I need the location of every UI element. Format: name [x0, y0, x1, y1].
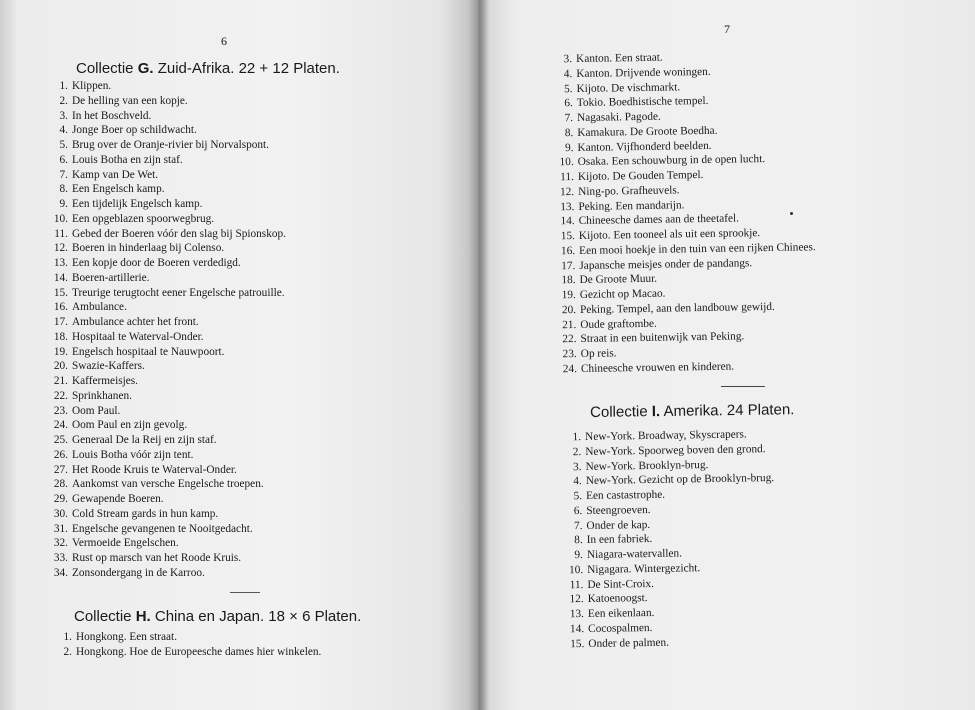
item-number: 22. — [562, 333, 577, 346]
item-title: Engelsch hospitaal te Nauwpoort. — [72, 345, 225, 358]
list-item — [53, 536, 286, 551]
item-number: 4. — [59, 124, 68, 137]
collectie-g-list — [53, 79, 286, 581]
item-number: 28. — [53, 478, 68, 491]
item-number: 23. — [562, 348, 577, 361]
list-item — [59, 138, 286, 153]
collectie-h-heading — [74, 608, 361, 625]
item-title: Swazie-Kaffers. — [72, 360, 145, 373]
item-number: 18. — [561, 274, 576, 287]
item-title: Ambulance. — [72, 301, 127, 314]
item-number: 8. — [59, 183, 68, 196]
item-title: New-York. Broadway, Skyscrapers. — [585, 428, 747, 443]
list-item — [53, 389, 286, 404]
item-title: Een eikenlaan. — [587, 606, 655, 620]
item-number: 11. — [54, 227, 68, 240]
page-number-right: 7 — [724, 22, 730, 36]
item-number: 15. — [570, 637, 585, 650]
item-title: Een opgeblazen spoorwegbrug. — [72, 212, 215, 225]
item-title: Brug over de Oranje-rivier bij Norvalspont. — [72, 139, 270, 151]
collectie-h-letter: H. — [135, 608, 151, 625]
item-number: 15. — [560, 230, 575, 243]
list-item — [59, 197, 286, 212]
item-title: Cold Stream gards in hun kamp. — [72, 507, 219, 520]
collectie-g-heading — [76, 60, 340, 77]
item-number: 1. — [63, 631, 72, 643]
item-number: 12. — [53, 242, 68, 255]
list-item — [53, 286, 286, 301]
list-item — [53, 477, 286, 492]
item-title: In een fabriek. — [586, 533, 653, 547]
collectie-h-label: Collectie — [74, 608, 132, 625]
list-item — [53, 271, 286, 286]
item-title: Klippen. — [72, 80, 112, 92]
item-title: Kijoto. De Gouden Tempel. — [577, 169, 704, 183]
item-number: 5. — [573, 490, 583, 503]
list-item — [59, 123, 286, 138]
collectie-h-list-continued — [559, 48, 818, 376]
item-number: 13. — [560, 200, 575, 213]
item-number: 32. — [53, 537, 68, 550]
item-title: Onder de palmen. — [588, 636, 670, 650]
item-title: Japansche meisjes onder de pandangs. — [579, 256, 753, 272]
list-item — [53, 433, 286, 448]
item-number: 20. — [53, 360, 68, 373]
list-item — [53, 448, 286, 463]
item-number: 6. — [564, 97, 573, 110]
item-number: 24. — [562, 362, 578, 375]
section-divider — [230, 592, 260, 593]
item-number: 6. — [59, 153, 68, 166]
item-number: 24. — [53, 419, 68, 432]
item-title: Oom Paul. — [72, 404, 121, 417]
item-title: De Sint-Croix. — [587, 577, 655, 591]
item-number: 4. — [573, 475, 582, 488]
item-number: 1. — [572, 431, 582, 444]
item-title: Kanton. Drijvende woningen. — [576, 65, 711, 80]
item-title: Oude graftombe. — [580, 317, 657, 331]
item-number: 27. — [53, 463, 68, 476]
item-number: 3. — [572, 460, 582, 473]
list-item — [53, 463, 286, 478]
item-number: 22. — [53, 389, 68, 402]
item-title: Kamp van De Wet. — [72, 168, 159, 181]
item-title: New-York. Brooklyn-brug. — [585, 458, 709, 473]
item-title: Onder de kap. — [586, 518, 651, 532]
item-title: Gezicht op Macao. — [579, 287, 666, 301]
item-number: 19. — [53, 345, 68, 358]
item-number: 4. — [563, 67, 573, 80]
item-number: 20. — [561, 303, 577, 317]
item-title: Een kopje door de Boeren verdedigd. — [72, 257, 241, 269]
item-number: 8. — [574, 534, 583, 547]
item-title: Vermoeide Engelschen. — [72, 537, 179, 550]
collectie-g-label: Collectie — [76, 60, 134, 77]
list-item — [53, 241, 286, 256]
list-item — [562, 358, 818, 376]
item-number: 17. — [561, 259, 576, 272]
item-title: New-York. Spoorweg boven den grond. — [585, 442, 766, 458]
item-title: Hospitaal te Waterval-Onder. — [72, 330, 204, 343]
list-item — [53, 345, 286, 360]
item-number: 14. — [53, 271, 68, 284]
list-item — [53, 418, 286, 433]
collectie-i-title: Amerika. 24 Platen. — [663, 401, 795, 420]
item-number: 2. — [59, 94, 68, 107]
list-item — [63, 630, 321, 645]
item-title: Kanton. Een straat. — [576, 51, 663, 65]
item-number: 12. — [559, 185, 575, 199]
item-number: 26. — [53, 448, 68, 461]
item-number: 15. — [53, 286, 68, 299]
item-title: Chineesche dames aan de theetafel. — [578, 212, 740, 228]
list-item — [570, 634, 777, 652]
item-title: Sprinkhanen. — [72, 389, 132, 402]
item-number: 3. — [563, 53, 573, 66]
list-item — [59, 79, 286, 94]
item-title: De helling van een kopje. — [72, 94, 188, 107]
item-title: Gewapende Boeren. — [72, 493, 164, 505]
item-number: 3. — [59, 109, 68, 122]
item-number: 6. — [573, 504, 583, 517]
list-item — [53, 522, 286, 537]
item-number: 7. — [573, 519, 583, 532]
item-number: 5. — [563, 82, 573, 95]
item-title: Kamakura. De Groote Boedha. — [577, 124, 718, 139]
item-title: In het Boschveld. — [72, 109, 152, 122]
list-item — [54, 227, 286, 242]
item-number: 18. — [53, 330, 68, 343]
item-title: Een tijdelijk Engelsch kamp. — [72, 198, 203, 210]
collectie-h-title: China en Japan. 18 × 6 Platen. — [154, 608, 362, 625]
item-title: Een Engelsch kamp. — [72, 183, 165, 196]
item-number: 19. — [561, 289, 576, 302]
item-title: Tokio. Boedhistische tempel. — [576, 95, 709, 110]
item-title: Louis Botha en zijn staf. — [72, 153, 183, 166]
item-title: Chineesche vrouwen en kinderen. — [580, 360, 735, 375]
item-number: 14. — [569, 622, 585, 636]
list-item — [63, 645, 322, 660]
item-number: 8. — [564, 126, 574, 139]
item-number: 16. — [560, 244, 576, 258]
list-item — [53, 551, 286, 566]
collectie-i-label: Collectie — [590, 403, 648, 421]
list-item — [53, 507, 286, 522]
item-number: 14. — [560, 215, 575, 228]
item-title: Oom Paul en zijn gevolg. — [72, 419, 188, 432]
item-title: Nagasaki. Pagode. — [576, 110, 661, 124]
item-title: Op reis. — [580, 347, 617, 360]
list-item — [59, 182, 286, 197]
list-item — [53, 300, 286, 315]
item-title: Katoenoogst. — [587, 592, 648, 606]
right-page — [478, 0, 975, 710]
item-title: Jonge Boer op schildwacht. — [72, 124, 197, 137]
list-item — [53, 374, 286, 389]
item-title: Gebed der Boeren vóór den slag bij Spionskop. — [72, 227, 286, 240]
item-number: 17. — [53, 316, 68, 328]
book-gutter — [468, 0, 490, 710]
list-item — [53, 359, 286, 374]
item-number: 21. — [562, 318, 577, 331]
item-title: Een mooi hoekje in den tuin van een rijken Chinees. — [579, 241, 816, 257]
item-number: 25. — [53, 434, 68, 446]
item-title: Het Roode Kruis te Waterval-Onder. — [72, 463, 237, 476]
item-title: Engelsche gevangenen te Nooitgedacht. — [72, 522, 253, 535]
item-title: Kaffermeisjes. — [72, 375, 138, 387]
list-item — [53, 404, 286, 419]
list-item — [53, 492, 286, 507]
item-title: Hongkong. Hoe de Europeesche dames hier winkelen. — [76, 645, 322, 658]
collectie-i-heading — [590, 401, 795, 421]
item-title: Cocospalmen. — [588, 621, 653, 635]
item-title: Een castastrophe. — [585, 488, 666, 502]
item-number: 11. — [560, 171, 575, 184]
collectie-i-letter: I. — [651, 403, 661, 421]
item-title: Ning-po. Grafheuvels. — [578, 184, 680, 198]
item-title: Louis Botha vóór zijn tent. — [72, 448, 194, 461]
item-title: Boeren-artillerie. — [72, 271, 150, 284]
item-number: 9. — [564, 141, 574, 154]
item-title: Steengroeven. — [586, 503, 651, 517]
item-number: 34. — [53, 566, 68, 579]
item-number: 9. — [574, 549, 584, 562]
item-number: 23. — [53, 404, 68, 417]
item-number: 2. — [63, 645, 72, 658]
item-title: Osaka. Een schouwburg in de open lucht. — [577, 153, 766, 169]
item-number: 10. — [568, 563, 584, 577]
item-title: Boeren in hinderlaag bij Colenso. — [72, 242, 225, 255]
item-number: 13. — [53, 257, 68, 269]
ink-speck — [790, 212, 793, 215]
collectie-g-title: Zuid-Afrika. 22 + 12 Platen. — [157, 60, 340, 77]
list-item — [53, 315, 286, 330]
item-title: Straat in een buitenwijk van Peking. — [580, 330, 745, 346]
left-page — [0, 0, 478, 710]
list-item — [59, 109, 286, 124]
item-title: Treurige terugtocht eener Engelsche patrouille. — [72, 286, 285, 299]
item-number: 13. — [569, 608, 584, 621]
item-title: Ambulance achter het front. — [72, 316, 199, 328]
item-title: Rust op marsch van het Roode Kruis. — [72, 552, 242, 564]
item-number: 10. — [559, 156, 574, 169]
list-item — [53, 566, 286, 581]
item-title: Generaal De la Reij en zijn staf. — [72, 434, 217, 446]
item-number: 16. — [53, 301, 68, 314]
item-number: 31. — [53, 522, 68, 535]
list-item — [59, 94, 286, 109]
list-item — [53, 212, 286, 227]
item-number: 11. — [569, 578, 584, 591]
item-number: 30. — [53, 507, 68, 520]
item-title: Kijoto. De vischmarkt. — [576, 80, 681, 95]
item-title: Aankomst van versche Engelsche troepen. — [72, 478, 264, 491]
item-number: 12. — [569, 593, 584, 606]
list-item — [53, 256, 286, 271]
item-title: Kijoto. Een tooneel als uit een sprookje. — [578, 227, 761, 242]
item-number: 5. — [59, 139, 68, 151]
item-title: Nigagara. Wintergezicht. — [587, 561, 701, 576]
item-title: New-York. Gezicht op de Brooklyn-brug. — [585, 472, 775, 488]
item-number: 7. — [564, 112, 574, 125]
item-number: 2. — [572, 445, 582, 458]
item-title: Peking. Tempel, aan den landbouw gewijd. — [579, 300, 775, 316]
item-title: Hongkong. Een straat. — [76, 631, 178, 643]
collectie-g-letter: G. — [137, 60, 154, 77]
section-divider — [721, 386, 765, 387]
item-title: Niagara-watervallen. — [586, 547, 683, 561]
item-number: 9. — [59, 198, 68, 210]
item-title: Kanton. Vijfhonderd beelden. — [577, 139, 712, 154]
list-item — [53, 330, 286, 345]
collectie-h-list — [63, 630, 322, 660]
item-number: 7. — [59, 168, 68, 181]
list-item — [59, 153, 286, 168]
page-number-left: 6 — [221, 34, 227, 48]
collectie-i-list — [568, 427, 777, 651]
item-number: 1. — [59, 80, 68, 92]
item-title: Zonsondergang in de Karroo. — [72, 566, 205, 579]
item-number: 29. — [53, 493, 68, 505]
item-number: 21. — [53, 375, 68, 387]
list-item — [59, 168, 286, 183]
item-title: De Groote Muur. — [579, 273, 658, 287]
item-number: 33. — [53, 552, 68, 564]
item-number: 10. — [53, 212, 68, 225]
item-title: Peking. Een mandarijn. — [578, 198, 685, 213]
